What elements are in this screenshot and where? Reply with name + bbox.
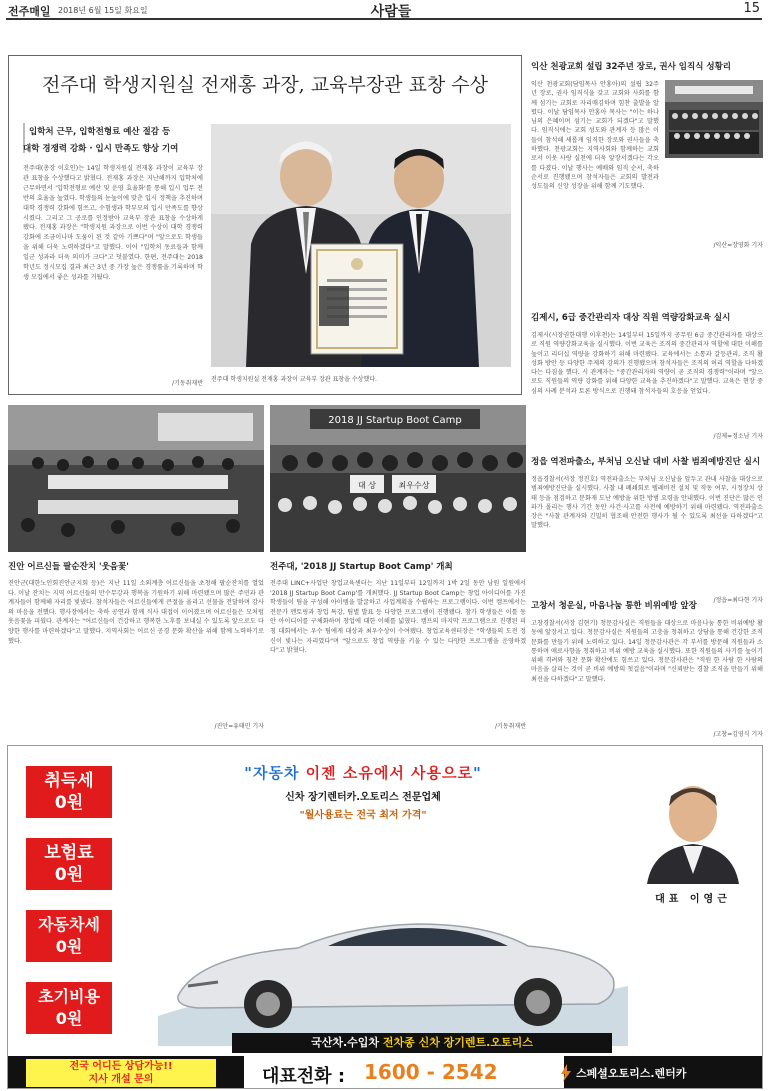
main-article-byline: /기동취재반 (171, 380, 203, 387)
article-byline: /기동취재반 (494, 723, 526, 730)
church-photo (665, 80, 763, 158)
ad-tagline-quote-open: " (244, 764, 253, 782)
ad-consult-box (26, 1059, 216, 1087)
article-headline: 정읍 역전파출소, 부처님 오신날 대비 사찰 범죄예방진단 실시 (531, 457, 761, 467)
sports-car-image (158, 886, 628, 1046)
award-label-grand: 대 상 (358, 481, 376, 490)
issue-date: 2018년 6월 15일 화요일 (58, 6, 148, 15)
birthday-party-photo (8, 405, 264, 552)
right-article-4 (531, 599, 763, 738)
award-label-excellence: 최우수상 (398, 481, 430, 490)
article-headline: 익산 천광교회 설립 32주년 장로, 권사 임직식 성황리 (531, 62, 731, 72)
main-article-subhead: 입학처 근무, 입학전형료 예산 절감 등 (29, 127, 171, 137)
article-byline: /진안=유태민 기자 (214, 723, 264, 730)
main-article-title: 전주대 학생지원실 전재홍 과장, 교육부장관 표창 수상 (41, 74, 489, 96)
page-header (6, 0, 762, 20)
banner-text: 2018 JJ Startup Boot Camp (328, 415, 462, 426)
ad-consult-line2: 지사 개설 문의 (88, 1074, 154, 1085)
section-title: 사람들 (370, 4, 412, 20)
ad-tagline (148, 762, 578, 783)
newspaper-name: 전주매일 (8, 5, 51, 18)
ad-benefit-box (26, 766, 112, 818)
article-body: 정읍경찰서(서장 정진호) 역전파출소는 부처님 오신날을 앞두고 관내 사찰을 대상으로 범죄예방진단을 실시했다. 사찰 내 폐쇄회로 텔레비전 설치 및 작동 여부, 시정장치 상태 등을 점검하고 문화재 도난 예방을 위한 방범 요령을 안내했다. 이번 진단은 많은 인파가 몰리는 행사 기간 동안 사건·사고를 사전에 예방하기 위해 마련됐다. 역전파출소장은 "사찰 관계자와 긴밀히 협조해 안전한 행사가 될 수 있도록 최선을 다하겠다"고 말했다. (531, 476, 763, 530)
article-byline: /김제=정소남 기자 (713, 433, 763, 440)
ad-benefit-box (26, 982, 112, 1034)
ad-phone-number[interactable]: 1600 - 2542 (364, 1060, 498, 1084)
ad-lineup-b: 전차종 신차 장기렌트.오토리스 (382, 1036, 533, 1049)
ad-benefit-box (26, 910, 112, 962)
ad-phone-box[interactable] (244, 1056, 564, 1089)
boot-camp-photo (270, 405, 526, 552)
ceo-portrait (633, 774, 753, 884)
party-illustration (8, 405, 264, 552)
ad-tagline-a: 자동차 (252, 764, 306, 782)
ad-service-line: 신차 장기렌터카.오토리스 전문업체 (285, 792, 441, 803)
main-article-body: 전주대(총장 이호인)는 14일 학생지원실 전재홍 과장이 교육부 장관 표창을 수상했다고 밝혔다. 전재홍 과장은 지난해까지 입학처에 근무하면서 '입학전형료 예산 및 운영 효율화'를 통해 입시 업무 전반의 효율을 높였다. 학생들의 눈높이에 맞춘 입시 정책을 추진하며 대학 경쟁력 강화에 힘쓰고, 수험생과 학부모의 입시 만족도를 향상시켰다. 그리고 그 공로를 인정받아 교육부 장관 표창을 수상하게 됐다. 전재홍 과장은 "학생지원 과장으로 이번 수상이 대학 경쟁력 강화에 조금이나마 도움이 된 것 같아 기쁘다"며 "앞으로도 학생들을 위해 더욱 노력하겠다"고 말했다. 이어 "입학처 동료들과 함께 일군 성과라 더욱 의미가 크다"고 덧붙였다. 한편, 전주대는 2018학년도 정시모집 결과 최근 3년 중 가장 높은 경쟁률을 기록하며 학생 모집에서 좋은 성과를 거뒀다. (23, 165, 203, 281)
main-article-subhead: 대학 경쟁력 강화 · 입시 만족도 향상 기여 (23, 144, 179, 154)
ad-benefit-text: 초기비용 0원 (38, 987, 100, 1028)
article-headline: 김제시, 6급 중간관리자 대상 직원 역량강화교육 실시 (531, 313, 731, 323)
article-byline: /익산=장영화 기자 (713, 242, 763, 249)
article-headline: 진안 어르신들 팔순잔치 '웃음꽃' (8, 562, 129, 572)
ad-benefit-box (26, 838, 112, 890)
main-article (8, 55, 522, 395)
award-photo-illustration (211, 124, 511, 367)
article-body: 익산 천광교회(담임목사 안홍아)의 설립 32주년 장로, 권사 임직식을 갖고 교회와 사회를 함께 섬기는 교회로 자리매김하며 힘찬 출발을 알렸다. 이날 담임목사 안홍아 목사는 "이는 하나님의 은혜이며 섬기는 교회가 되겠다"고 말했다. 임직식에는 교회 성도와 관계자 등 많은 이들이 참석해 새롭게 임직한 장로와 권사들을 축하했다. 천광교회는 지역사회와 함께하는 교회로서 이웃 사랑 실천에 더욱 앞장서겠다는 각오를 다졌다. 이날 행사는 예배와 임직 순서, 축하 순서로 진행됐으며 참석자들은 교회의 발전과 성도들의 신앙 성장을 위해 함께 기도했다. (531, 81, 659, 191)
lightning-icon (560, 1064, 572, 1082)
ad-lineup-bar (232, 1033, 612, 1053)
award-photo (211, 124, 511, 367)
ad-benefit-text: 보험료 0원 (44, 843, 94, 885)
right-article-2 (531, 311, 763, 440)
article-headline: 고창서 청운실, 마음나눔 통한 비위예방 앞장 (531, 601, 697, 611)
article-body: 김제시(시장권한대행 이후천)는 14일부터 15일까지 공무원 6급 중간관리자를 대상으로 직원 역량강화교육을 실시했다. 이번 교육은 조직의 중간관리자 역할에 대한 이해를 높이고 리더십 역량을 강화하기 위해 마련됐다. 교육에서는 소통과 갈등관리, 조직 활성화 방안 등 다양한 주제의 강의가 진행됐으며 참석자들은 조직의 허리 역할을 다하겠다는 다짐을 했다. 시 관계자는 "중간관리자의 역량이 곧 조직의 경쟁력"이라며 "앞으로도 직원들의 역량 강화를 위해 다양한 교육을 추진하겠다"고 말했다. 교육은 현장 중심의 사례 분석과 토론 방식으로 진행돼 참석자들의 호응을 얻었다. (531, 332, 763, 395)
lower-article-1 (8, 405, 264, 730)
article-byline: /고창=김영식 기자 (713, 731, 763, 738)
article-headline: 전주대, '2018 JJ Startup Boot Camp' 개최 (270, 562, 453, 572)
ad-bottom-bar (8, 1056, 763, 1089)
ad-tagline-b: 이젠 소유에서 사용으로 (305, 764, 474, 782)
article-body: 진안군(대한노인회진안군지회 등)은 지난 11일 소외계층 어르신들을 초청해 팔순잔치를 열었다. 이날 잔치는 지역 어르신들의 만수무강과 행복을 기원하기 위해 마련됐으며 많은 주민과 관계자들이 함께해 자리를 빛냈다. 참석자들은 어르신들에게 큰절을 올리고 선물을 전달하며 감사의 마음을 전했다. 행사장에서는 축하 공연과 함께 식사 대접이 이어졌으며 어르신들은 모처럼 웃음꽃을 피웠다. 관계자는 "어르신들이 건강하고 행복한 노후를 보내실 수 있도록 앞으로도 다양한 행사를 마련하겠다"고 말했다. 지역사회는 어르신 공경 문화 확산을 위해 함께 노력하기로 했다. (8, 580, 264, 645)
ad-tagline-quote-close: " (473, 764, 482, 782)
ad-consult-line1: 전국 어디든 상담가능!! (69, 1061, 173, 1072)
lower-article-2 (270, 405, 526, 730)
boot-camp-illustration (270, 405, 526, 552)
ad-phone-label: 대표전화 : (262, 1066, 346, 1087)
ad-price-line: "월사용료는 전국 최저 가격" (299, 810, 427, 821)
ad-company-name: 스페셜오토리스.렌터카 (576, 1067, 687, 1080)
ad-benefit-text: 자동차세 0원 (38, 915, 100, 956)
page-number: 15 (743, 1, 760, 16)
right-article-3 (531, 455, 763, 604)
ceo-title: 대표 이영근 (655, 894, 731, 905)
ad-lineup-a: 국산차.수입차 (311, 1036, 383, 1049)
article-body: 전주대 LINC+사업단 창업교육센터는 지난 11일부터 12일까지 1박 2일 동안 남원 일원에서 '2018 JJ Startup Boot Camp'를 개최했다. JJ Startup Boot Camp는 창업 아이디어를 가진 학생들이 팀을 구성해 아이템을 발굴하고 사업계획을 수립하는 프로그램이다. 이번 캠프에서는 전문가 멘토링과 창업 특강, 팀별 발표 등 다양한 프로그램이 진행됐다. 참가 학생들은 이틀 동안 아이디어를 구체화하며 창업에 대한 이해를 넓혔다. 캠프의 마지막 프로그램으로 진행된 피칭 대회에서는 우수 팀에게 대상과 최우수상이 수여됐다. 창업교육센터장은 "학생들의 도전 정신이 빛나는 자리였다"며 "앞으로도 창업 역량을 키울 수 있는 다양한 프로그램을 운영하겠다"고 밝혔다. (270, 580, 526, 655)
right-article-1 (531, 60, 763, 249)
car-lease-ad[interactable] (7, 745, 763, 1089)
article-body: 고창경찰서(서장 김현기) 청문감사실은 직원들을 대상으로 마음나눔 통한 비위예방 활동에 앞장서고 있다. 청문감사실은 직원들의 고충을 청취하고 상담을 통해 건강한 조직 문화를 만들기 위해 노력하고 있다. 14일 청문감사관은 각 부서를 방문해 직원들과 소통하며 애로사항을 청취하고 비위 예방 교육을 실시했다. 또한 직원들의 사기를 높이기 위해 격려와 칭찬 문화 확산에도 힘쓰고 있다. 청문감사관은 "직원 한 사람 한 사람의 마음을 살피는 것이 곧 비위 예방의 첫걸음"이라며 "신뢰받는 경찰 조직을 만들기 위해 최선을 다하겠다"고 말했다. (531, 620, 763, 683)
ad-benefit-text: 취득세 0원 (44, 771, 94, 813)
article-byline: /정읍=최다현 기자 (713, 597, 763, 604)
main-photo-caption: 전주대 학생지원실 전재홍 과장이 교육부 장관 표창을 수상했다. (211, 376, 377, 383)
